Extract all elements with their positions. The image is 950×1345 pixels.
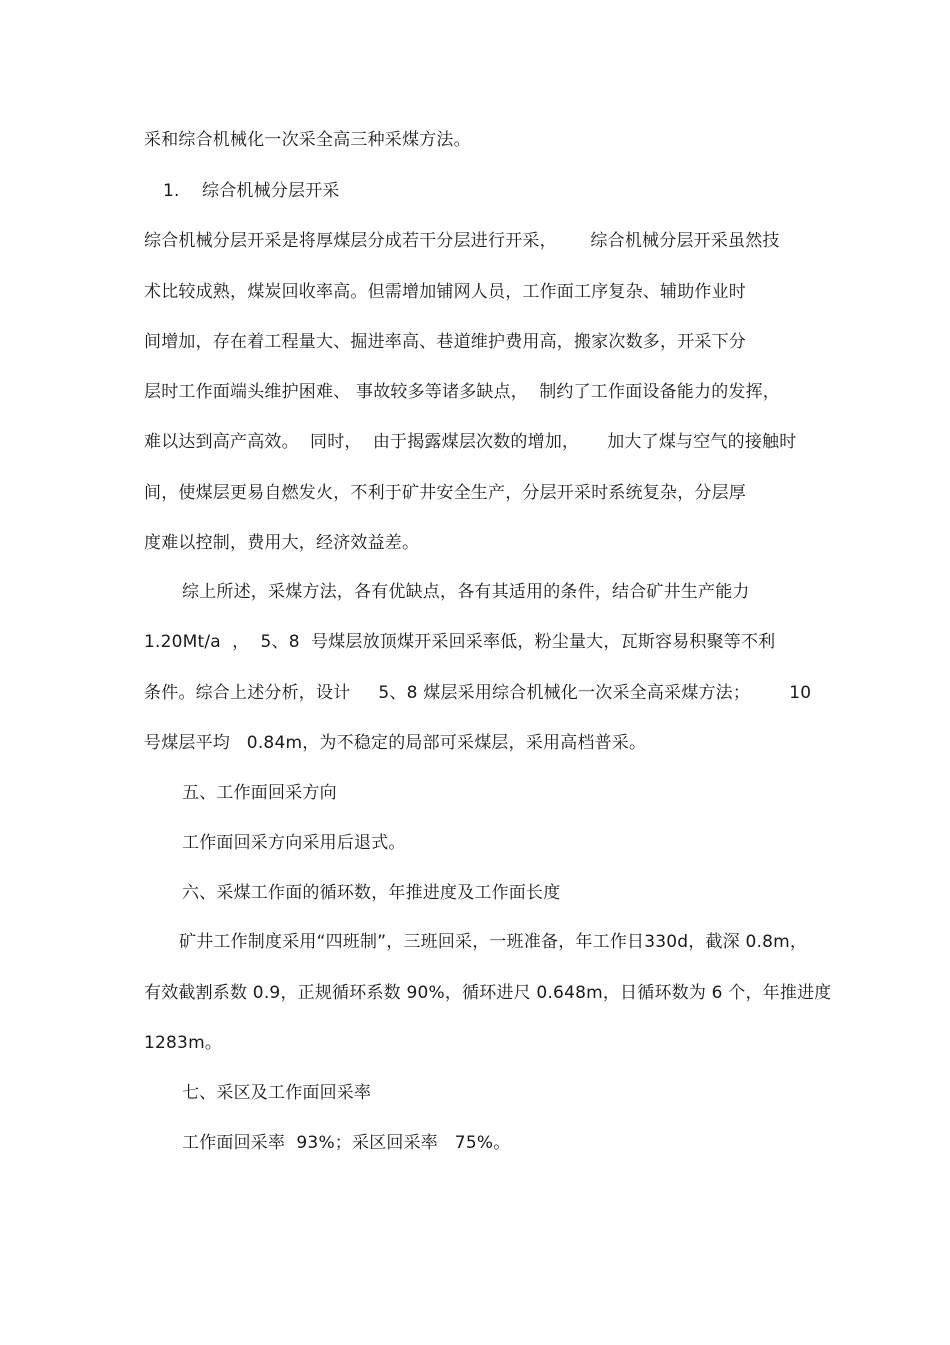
text-line-10: 综上所述，采煤方法，各有优缺点，各有其适用的条件，结合矿井生产能力	[182, 582, 750, 602]
text-line-13: 号煤层平均 0.84m，为不稳定的局部可采煤层，采用高档普采。	[144, 733, 647, 753]
section-heading-1: 1. 综合机械分层开采	[163, 181, 340, 201]
text-line-3: 综合机械分层开采是将厚煤层分成若干分层进行开采， 综合机械分层开采虽然技	[144, 231, 780, 251]
text-line-7: 难以达到高产高效。 同时， 由于揭露煤层次数的增加， 加大了煤与空气的接触时	[144, 432, 797, 452]
text-line-5: 间增加，存在着工程量大、掘进率高、巷道维护费用高，搬家次数多，开采下分	[144, 332, 746, 352]
text-line-17: 矿井工作制度采用“四班制”，三班回采，一班准备，年工作日330d，截深 0.8m，	[179, 932, 808, 952]
text-line-4: 术比较成熟，煤炭回收率高。但需增加铺网人员，工作面工序复杂、辅助作业时	[144, 282, 746, 302]
text-line-18: 有效截割系数 0.9，正规循环系数 90%，循环进尺 0.648m，日循环数为 6 个，年推进度	[144, 983, 832, 1003]
text-line-12: 条件。综合上述分析，设计 5、8 煤层采用综合机械化一次采全高采煤方法； 10	[144, 683, 812, 703]
text-line-1: 采和综合机械化一次采全高三种采煤方法。	[144, 130, 471, 150]
text-line-21: 工作面回采率 93%；采区回采率 75%。	[182, 1133, 511, 1153]
text-line-11: 1.20Mt/a ， 5、8 号煤层放顶煤开采回采率低，粉尘量大，瓦斯容易积聚等不利	[144, 632, 776, 652]
text-line-19: 1283m。	[144, 1033, 223, 1053]
section-heading-6: 六、采煤工作面的循环数，年推进度及工作面长度	[182, 883, 561, 903]
text-line-6: 层时工作面端头维护困难、 事故较多等诸多缺点， 制约了工作面设备能力的发挥，	[144, 382, 781, 402]
text-line-8: 间，使煤层更易自燃发火，不利于矿井安全生产，分层开采时系统复杂，分层厚	[144, 483, 746, 503]
section-heading-5: 五、工作面回采方向	[182, 783, 337, 803]
section-heading-7: 七、采区及工作面回采率	[182, 1083, 372, 1103]
text-line-15: 工作面回采方向采用后退式。	[182, 833, 406, 853]
text-line-9: 度难以控制，费用大，经济效益差。	[144, 533, 420, 553]
